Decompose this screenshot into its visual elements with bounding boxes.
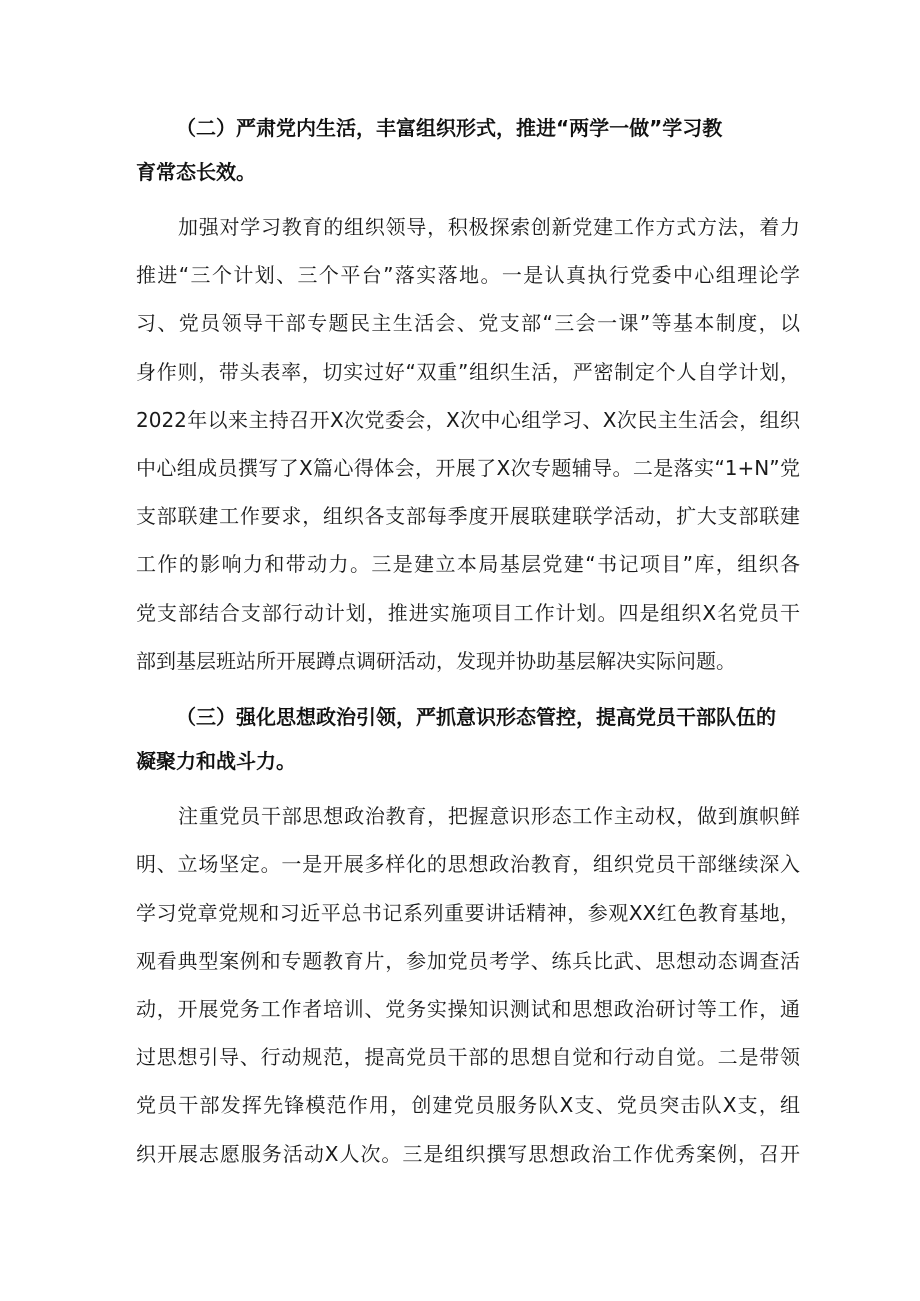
section-3-body-line-6: 过思想引导、行动规范，提高党员干部的思想自觉和行动自觉。二是带领 — [136, 1045, 800, 1069]
section-2-body-line-8: 工作的影响力和带动力。三是建立本局基层党建“书记项目”库，组织各 — [136, 552, 800, 576]
section-2-heading-line-2: 育常态长效。 — [136, 160, 256, 184]
section-2-body-line-6: 中心组成员撰写了X篇心得体会，开展了X次专题辅导。二是落实“1+N”党 — [136, 456, 800, 480]
section-2-body-line-1: 加强对学习教育的组织领导，积极探索创新党建工作方式方法，着力 — [178, 215, 800, 239]
section-2-body-line-3: 习、党员领导干部专题民主生活会、党支部“三会一课”等基本制度，以 — [136, 311, 800, 335]
section-2-body-line-4: 身作则，带头表率，切实过好“双重”组织生活，严密制定个人自学计划， — [136, 360, 800, 384]
section-2-body-line-7: 支部联建工作要求，组织各支部每季度开展联建联学活动，扩大支部联建 — [136, 504, 800, 528]
section-3-body-line-4: 观看典型案例和专题教育片，参加党员考学、练兵比武、思想动态调查活 — [136, 949, 800, 973]
section-3-body-line-5: 动，开展党务工作者培训、党务实操知识测试和思想政治研讨等工作，通 — [136, 997, 800, 1021]
section-2-body-line-2: 推进“三个计划、三个平台”落实落地。一是认真执行党委中心组理论学 — [136, 263, 800, 287]
section-3-body-line-1: 注重党员干部思想政治教育，把握意识形态工作主动权，做到旗帜鲜 — [178, 804, 800, 828]
section-2-body-line-10: 部到基层班站所开展蹲点调研活动，发现并协助基层解决实际问题。 — [136, 649, 736, 673]
section-3-heading-line-1: （三）强化思想政治引领，严抓意识形态管控，提高党员干部队伍的 — [176, 705, 776, 729]
section-3-body-line-2: 明、立场坚定。一是开展多样化的思想政治教育，组织党员干部继续深入 — [136, 852, 800, 876]
section-3-body-line-7: 党员干部发挥先锋模范作用，创建党员服务队X支、党员突击队X支，组 — [136, 1093, 800, 1117]
section-2-heading-line-1: （二）严肃党内生活，丰富组织形式，推进“两学一做”学习教 — [176, 116, 723, 140]
section-2-body-line-5: 2022年以来主持召开X次党委会，X次中心组学习、X次民主生活会，组织 — [136, 408, 800, 432]
section-3-body-line-3: 学习党章党规和习近平总书记系列重要讲话精神，参观XX红色教育基地， — [136, 901, 800, 925]
section-3-heading-line-2: 凝聚力和战斗力。 — [136, 749, 296, 773]
section-2-body-line-9: 党支部结合支部行动计划，推进实施项目工作计划。四是组织X名党员干 — [136, 601, 800, 625]
section-3-body-line-8: 织开展志愿服务活动X人次。三是组织撰写思想政治工作优秀案例，召开 — [136, 1142, 800, 1166]
